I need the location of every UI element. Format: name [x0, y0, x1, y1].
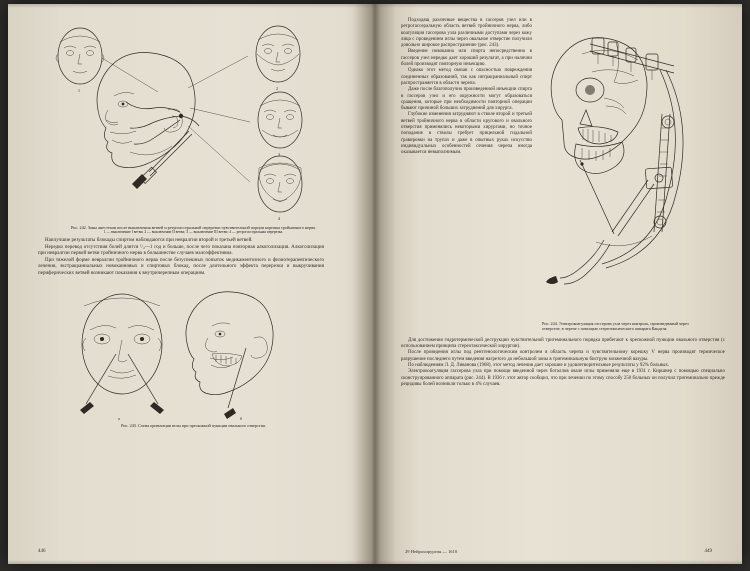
paragraph: Подходящ различные вещества в гассеров узел или в ретрогассеральную область ветвей тройничного нерва, либо коагуляция гассерова узла различными доступами через кожу лица с проведением иглы через овальное отверстие получили довольно широкое распространение (рис. 243).: [401, 18, 532, 49]
right-page-number: 449: [704, 549, 712, 554]
figure-244-drawing: [542, 18, 712, 318]
figure-244-caption: [542, 321, 702, 332]
paragraph: Глубокие изменения затрудняют в стволе второй и третьей ветвей тройничного нерва в области кругового и овального отверстия применялись некоторыми хирургами, но точное попадание в стволы требует прицельной гидальной гравировки на трупах и даже в опытных руках искусство индивидуальных особенностей сечения черепа иногда оказывается невыполнимым.: [401, 112, 532, 156]
figure-243-caption-text: Рис. 243. Схема ориентации иглы при чрескожной пункции овального отверстия.: [121, 422, 266, 428]
figure-242: [38, 22, 349, 234]
right-page-footer: 29 Нейрохирургия — 1610: [405, 549, 458, 554]
figure-242-drawing: [38, 22, 324, 222]
left-page-number: 446: [38, 549, 46, 554]
svg-text:3: 3: [278, 152, 280, 157]
svg-text:2: 2: [276, 86, 278, 91]
figure-242-caption-text: Рис. 242. Зоны анестезии после выключения ветвей и ретрогассеральной перерезки чувствительной порции корешка тройничного нерва.: [70, 225, 317, 230]
paragraph: Для достижения гидротермической деструкции чувствительной тригеминального порядка прибегают к чрескожной пункции овального отверстия (с использованием принципа стереотаксической хирургии).: [401, 337, 725, 350]
figure-243: [38, 288, 349, 438]
open-book: [8, 4, 742, 564]
figure-244: [542, 18, 712, 332]
right-page-body-continued: [401, 338, 725, 388]
figure-244-caption-text: Рис. 244. Электрокоагуляция гассерова узла через контроль, произведенный через отверстие, в черепе с помощью стереотаксического аппарата Кандела.: [542, 321, 689, 332]
left-page: [8, 4, 375, 564]
right-page: [375, 4, 742, 564]
figure-243-caption: [38, 423, 349, 428]
paragraph: Электрокоагуляция гассерова узла при помощи введенной через боталлов овале иглы применяли еще в 1931 г. Киршнер с помощью специально сконструированного аппарата (рис. 244). В 1936 г. этот автор сообщил, что при лечении по этому способу 250 больных он получил тригеминально прежде рецидивы болей возникли только в 4% случаев.: [401, 369, 725, 387]
paragraph: По наблюдениям Л. Д. Ливанова (1968), этот метод лечения дает хорошие и удовлетворительные результаты у 92% больных.: [408, 363, 670, 368]
right-page-body: [401, 18, 532, 332]
paragraph: Наилучшие результаты блокады спиртом наблюдаются при невралгии второй и третьей ветвей.: [45, 238, 253, 243]
left-page-body: [38, 238, 324, 278]
svg-text:4: 4: [278, 216, 280, 221]
figure-242-subcaption-text: 1 — выключение I ветви; 2 — выключение II ветви; 3 — выключение III ветви; 4 — ретрогассеральная перерезка.: [103, 230, 284, 235]
paragraph: Введение новокаина или спирта непосредственно в гассеров узел нередко дает хороший результат, а при наличии болей производят повторную инъекцию.: [401, 49, 532, 68]
paragraph: Нередко перевод отсутствия болей длится ¹/₂—1 год и больше, после чего показана повторная алкоголизация. Алкоголизация при невралгии первой ветви тройничного нерва в большинстве случаев малоэффективна.: [38, 244, 324, 257]
figure-242-caption: [38, 225, 349, 235]
svg-text:б: б: [240, 415, 243, 420]
figure-243-drawing: [38, 288, 324, 420]
paragraph: После проведения иглы под рентгенологическим контролем в область черепа и чувствительному корешку V нерва производят термическое разрушение последнего путем введения нагретого до небольшой зоны в тригеминальную биструю мозжечной вазуры.: [401, 350, 725, 362]
paragraph: Однако этот метод связан с опасностью повреждения соединенных образований, так как интракраниальный спирт распространяется в области черепа.: [401, 68, 532, 86]
svg-text:1: 1: [78, 88, 80, 93]
svg-text:а: а: [118, 415, 120, 420]
paragraph: При тяжелой форме невралгии тройничного нерва после безуспешных попыток медикаментозного и физиотерапевтического лечения, экстракраниальных новокаиновых и спиртовых блокад, после длительного эффекта перерезки и выкручивания периферических ветвей возникают показания к внутричерепным операциям.: [38, 257, 324, 276]
paragraph: Даже после благополучно произведенной инъекции спирта в гассеров узел и его окружности могут образоваться сращения, которые при необходимости повторной операции бывают причиной больших затруднений для хирурга.: [401, 87, 532, 112]
